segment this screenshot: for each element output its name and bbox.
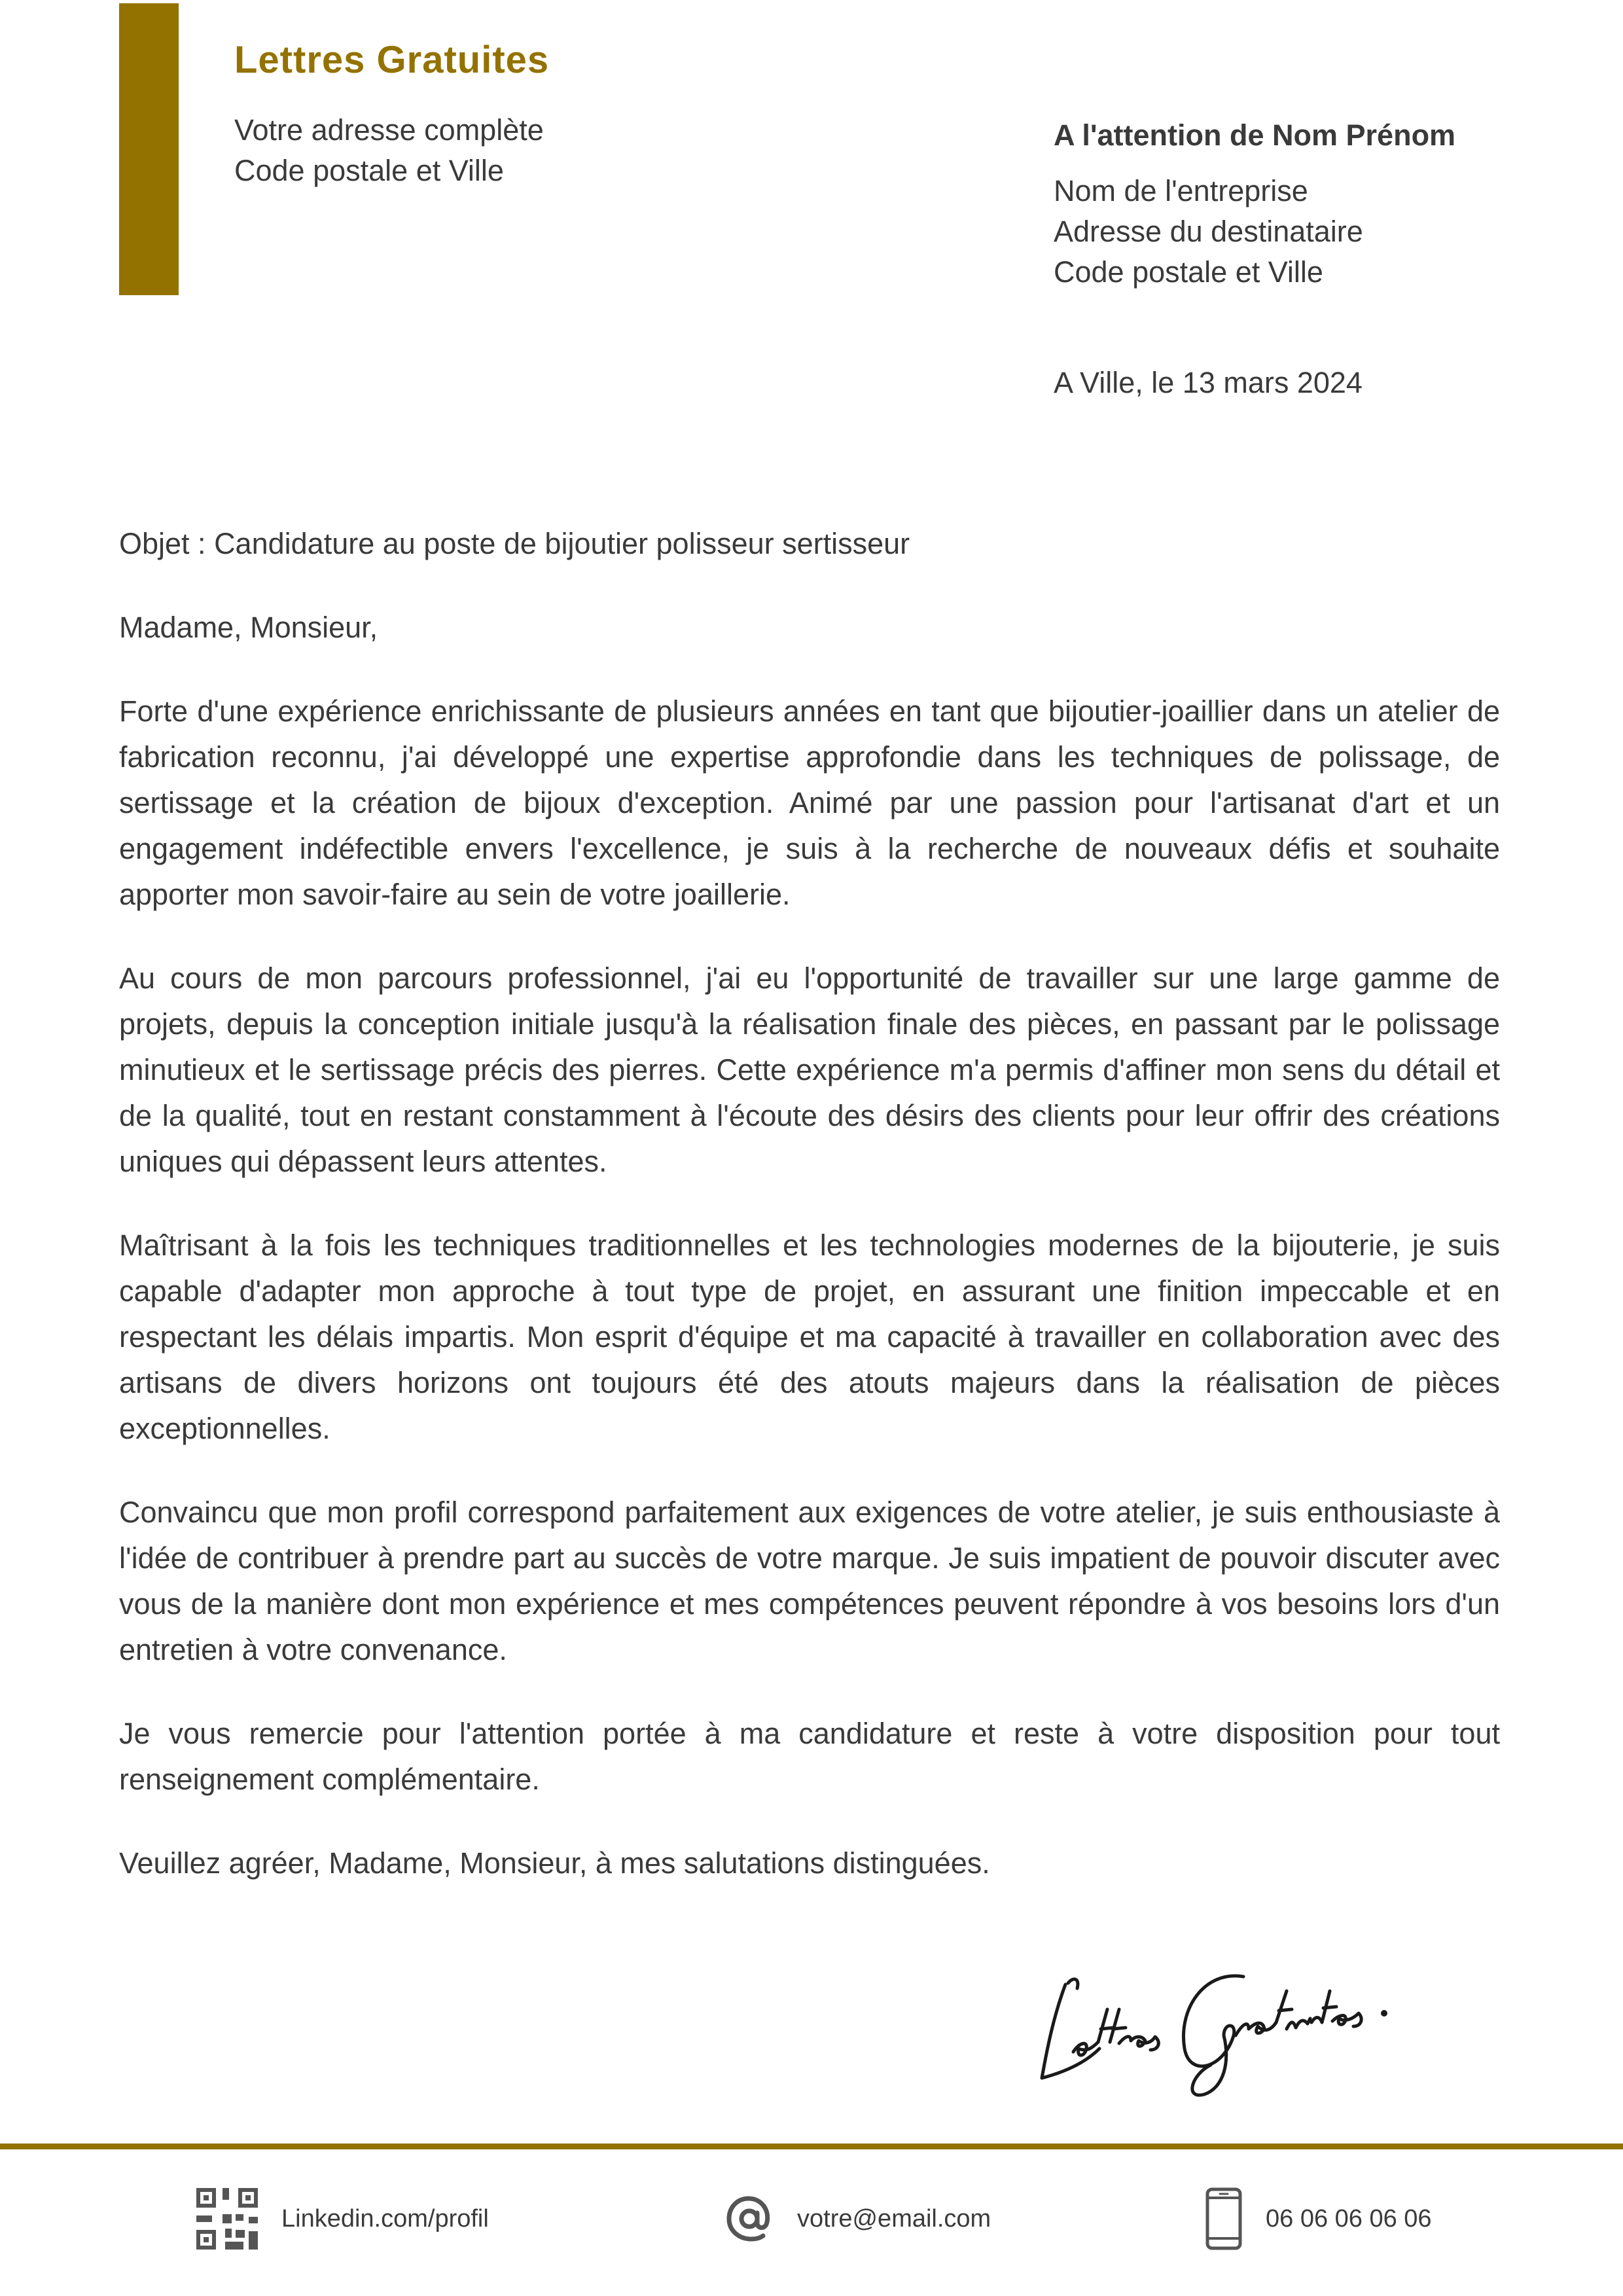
at-sign-icon: [725, 2195, 774, 2243]
accent-sidebar-bar: [119, 3, 179, 295]
contact-phone: [1205, 2186, 1432, 2251]
letter-paragraph: Convaincu que mon profil correspond parfaitement aux exigences de votre atelier, je suis enthousiaste à l'idée de contribuer à prendre part au succès de votre marque. Je suis impatient de pouvoir discuter avec vous de la manière dont mon expérience et mes compétences peuvent répondre à vos besoins lors d'un entretien à votre convenance.: [119, 1496, 1500, 1666]
letter-subject: Objet : Candidature au poste de bijoutier polisseur sertisseur: [119, 527, 910, 560]
qr-code-icon: [196, 2188, 258, 2250]
brand-title: Lettres Gratuites: [234, 39, 550, 81]
recipient-attention: A l'attention de Nom Prénom: [1054, 118, 1456, 152]
contact-phone-text: 06 06 06 06 06: [1266, 2204, 1432, 2233]
recipient-block: [1054, 115, 1455, 293]
letter-salutation: Madame, Monsieur,: [119, 611, 378, 644]
letter-paragraph: Au cours de mon parcours professionnel, j'ai eu l'opportunité de travailler sur une large gamme de projets, depuis la conception initiale jusqu'à la réalisation finale des pièces, en passant par le polissage minutieux et le sertissage précis des pierres. Cette expérience m'a permis d'affiner mon sens du détail et de la qualité, tout en restant constamment à l'écoute des désirs des clients pour leur offrir des créations uniques qui dépassent leurs attentes.: [119, 961, 1500, 1178]
sender-city: Code postale et Ville: [234, 154, 504, 187]
letter-body: [119, 521, 1500, 1924]
letter-paragraph: Je vous remercie pour l'attention portée à ma candidature et reste à votre disposition pour tout renseignement complémentaire.: [119, 1717, 1500, 1796]
contact-linkedin: [196, 2186, 489, 2251]
contact-email: [725, 2186, 991, 2251]
handwritten-signature: [1027, 1937, 1407, 2108]
contact-email-text: votre@email.com: [797, 2204, 991, 2233]
letter-paragraph: Forte d'une expérience enrichissante de plusieurs années en tant que bijoutier-joaillier dans un atelier de fabrication reconnu, j'ai développé une expertise approfondie dans les techniques de polissage, de sertissage et la création de bijoux d'exception. Animé par une passion pour l'artisanat d'art et un engagement indéfectible envers l'excellence, je suis à la recherche de nouveaux défis et souhaite apporter mon savoir-faire au sein de votre joaillerie.: [119, 694, 1500, 911]
footer-divider: [0, 2144, 1623, 2149]
letter-date: A Ville, le 13 mars 2024: [1054, 366, 1363, 399]
contact-linkedin-text: Linkedin.com/profil: [281, 2204, 489, 2233]
recipient-city: Code postale et Ville: [1054, 255, 1323, 289]
recipient-address: Adresse du destinataire: [1054, 215, 1363, 248]
sender-address: Votre adresse complète: [234, 113, 544, 147]
letter-paragraph: Maîtrisant à la fois les techniques traditionnelles et les technologies modernes de la bijouterie, je suis capable d'adapter mon approche à tout type de projet, en assurant une finition impeccable et en respectant les délais impartis. Mon esprit d'équipe et ma capacité à travailler en collaboration avec des artisans de divers horizons ont toujours été des atouts majeurs dans la réalisation de pièces exceptionnelles.: [119, 1229, 1500, 1445]
recipient-company: Nom de l'entreprise: [1054, 174, 1308, 207]
sender-block: [234, 110, 544, 191]
smartphone-icon: [1205, 2187, 1242, 2250]
letter-closing: Veuillez agréer, Madame, Monsieur, à mes salutations distinguées.: [119, 1846, 990, 1880]
